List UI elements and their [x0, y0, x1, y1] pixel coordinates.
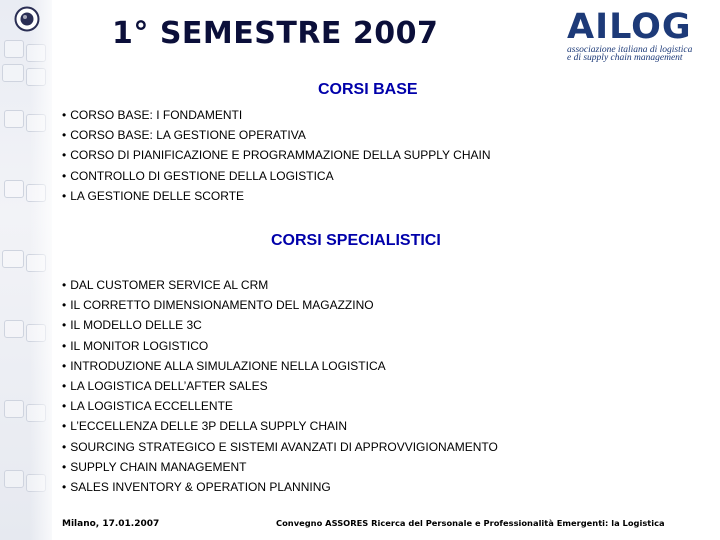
- bullet: •: [62, 338, 67, 353]
- footer-date: Milano, 17.01.2007: [62, 519, 160, 529]
- keyboard-decoration-strip: [0, 0, 52, 540]
- list-item: [62, 275, 498, 295]
- list-item: [62, 457, 498, 477]
- bullet: •: [62, 419, 67, 434]
- list-item-text: CORSO BASE: I FONDAMENTI: [70, 108, 243, 122]
- bullet: •: [62, 379, 67, 394]
- list-item: [62, 166, 491, 186]
- logo-subtitle-line2: e di supply chain management: [567, 53, 683, 63]
- list-item: [62, 356, 498, 376]
- page-title: 1° SEMESTRE 2007: [112, 16, 439, 51]
- ailog-logo: [567, 8, 707, 64]
- bullet: •: [62, 168, 67, 183]
- list-item-text: IL CORRETTO DIMENSIONAMENTO DEL MAGAZZINO: [70, 298, 374, 313]
- bullet: •: [62, 108, 67, 122]
- list-item-text: CONTROLLO DI GESTIONE DELLA LOGISTICA: [70, 168, 334, 183]
- logo-name: AILOG: [567, 7, 692, 47]
- list-item-text: SALES INVENTORY & OPERATION PLANNING: [70, 480, 331, 495]
- list-item: [62, 295, 498, 315]
- list-item-text: LA LOGISTICA ECCELLENTE: [70, 399, 233, 414]
- bullet: •: [62, 298, 67, 313]
- bullet: •: [62, 278, 67, 292]
- bullet: •: [62, 148, 67, 163]
- target-icon: [14, 6, 40, 32]
- list-item-text: IL MODELLO DELLE 3C: [70, 318, 202, 333]
- list-item-text: IL MONITOR LOGISTICO: [70, 338, 209, 353]
- footer-event: Convegno ASSORES Ricerca del Personale e Professionalità Emergenti: la Logistica: [276, 518, 665, 528]
- list-item: [62, 336, 498, 356]
- logo-subtitle-line1: associazione italiana di logistica: [567, 45, 693, 55]
- bullet: •: [62, 128, 67, 143]
- list-item-text: SUPPLY CHAIN MANAGEMENT: [70, 459, 247, 474]
- list-item-text: DAL CUSTOMER SERVICE AL CRM: [70, 278, 269, 292]
- bullet: •: [62, 399, 67, 414]
- bullet: •: [62, 188, 67, 203]
- bullet: •: [62, 439, 67, 454]
- bullet: •: [62, 318, 67, 333]
- list-item: [62, 477, 498, 497]
- list-item: [62, 315, 498, 335]
- list-item-text: LA LOGISTICA DELL’AFTER SALES: [70, 379, 268, 394]
- corsi-specialistici-list: [62, 275, 498, 497]
- list-item-text: CORSO BASE: LA GESTIONE OPERATIVA: [70, 128, 306, 143]
- section-title-corsi-base: CORSI BASE: [318, 81, 418, 98]
- list-item-text: LA GESTIONE DELLE SCORTE: [70, 188, 245, 203]
- list-item-text: SOURCING STRATEGICO E SISTEMI AVANZATI DI APPROVVIGIONAMENTO: [70, 439, 498, 454]
- list-item: [62, 105, 491, 125]
- bullet: •: [62, 480, 67, 495]
- list-item: [62, 145, 491, 165]
- section-title-corsi-specialistici: CORSI SPECIALISTICI: [271, 232, 441, 249]
- corsi-base-list: [62, 105, 491, 206]
- list-item: [62, 396, 498, 416]
- list-item: [62, 437, 498, 457]
- bullet: •: [62, 358, 67, 373]
- list-item-text: CORSO DI PIANIFICAZIONE E PROGRAMMAZIONE DELLA SUPPLY CHAIN: [70, 148, 491, 163]
- list-item-text: INTRODUZIONE ALLA SIMULAZIONE NELLA LOGISTICA: [70, 358, 386, 373]
- list-item: [62, 416, 498, 436]
- list-item-text: L’ECCELLENZA DELLE 3P DELLA SUPPLY CHAIN: [70, 419, 348, 434]
- list-item: [62, 186, 491, 206]
- list-item: [62, 125, 491, 145]
- list-item: [62, 376, 498, 396]
- bullet: •: [62, 459, 67, 474]
